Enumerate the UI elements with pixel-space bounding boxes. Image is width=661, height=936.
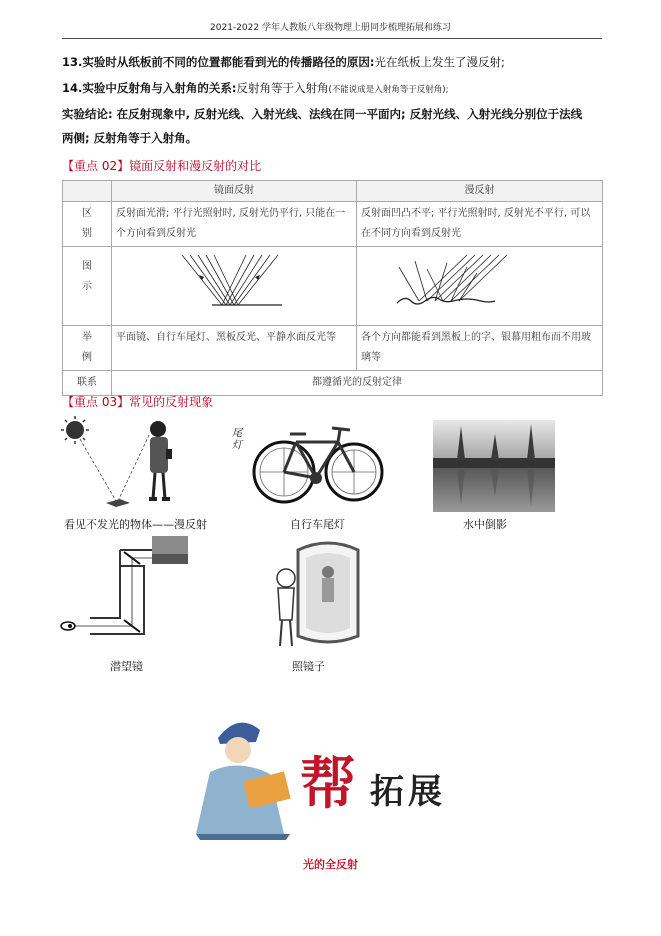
conclusion-line-2: 两侧; 反射角等于入射角。 bbox=[62, 131, 198, 145]
page-header: 2021-2022 学年人教版八年级物理上册同步梳理拓展和练习 bbox=[210, 23, 451, 33]
section-03-title: 【重点 03】常见的反射现象 bbox=[62, 395, 214, 409]
cell-diffuse-examples: 各个方向都能看到黑板上的字、银幕用粗布而不用玻璃等 bbox=[357, 326, 603, 371]
specular-reflection-diagram bbox=[112, 247, 356, 317]
section-02-title: 【重点 02】镜面反射和漫反射的对比 bbox=[62, 159, 262, 173]
diffuse-reflection-diagram bbox=[357, 247, 602, 317]
item-14 bbox=[62, 78, 607, 100]
diffuse-reflection-illustration bbox=[58, 415, 198, 515]
conclusion-line-1: 实验结论: 在反射现象中, 反射光线、入射光线、法线在同一平面内; 反射光线、入射光线分别位于法线 bbox=[62, 107, 583, 121]
extension-char-3: 展 bbox=[408, 772, 442, 812]
book-icon bbox=[106, 499, 130, 507]
table-corner bbox=[63, 181, 112, 202]
caption-water: 水中倒影 bbox=[463, 518, 507, 531]
extension-char-1: 帮 bbox=[300, 751, 356, 817]
item-13 bbox=[62, 52, 607, 72]
table-row-difference bbox=[63, 202, 603, 247]
table-header-specular: 镜面反射 bbox=[112, 181, 357, 202]
comparison-table bbox=[62, 180, 603, 396]
cell-specular-diagram bbox=[112, 247, 357, 326]
row-label-examples bbox=[63, 326, 112, 371]
person-figure bbox=[277, 569, 295, 646]
extension-char-2: 拓 bbox=[370, 772, 404, 812]
table-row-examples bbox=[63, 326, 603, 371]
caption-bicycle: 自行车尾灯 bbox=[290, 518, 345, 531]
eye-icon bbox=[61, 622, 75, 630]
table-header-diffuse: 漫反射 bbox=[357, 181, 603, 202]
cell-specular-difference: 反射面光滑; 平行光照射时, 反射光仍平行, 只能在一个方向看到反射光 bbox=[112, 202, 357, 247]
caption-mirror: 照镜子 bbox=[292, 660, 325, 673]
row-label-diagram bbox=[63, 247, 112, 326]
row-label-char: 图 bbox=[82, 261, 92, 272]
sun-icon bbox=[61, 416, 89, 444]
row-label-char: 区 bbox=[82, 208, 92, 219]
cell-specular-examples: 平面镜、自行车尾灯、黑板反光、平静水面反光等 bbox=[112, 326, 357, 371]
girl-figure bbox=[149, 421, 172, 501]
cell-diffuse-difference: 反射面凹凸不平; 平行光照射时, 反射光不平行, 可以在不同方向看到反射光 bbox=[357, 202, 603, 247]
header-divider bbox=[62, 38, 602, 39]
mirror-illustration bbox=[262, 540, 372, 652]
table-row-diagram bbox=[63, 247, 603, 326]
item-14-question: 14.实验中反射角与入射角的关系: bbox=[62, 81, 237, 95]
row-label-difference bbox=[63, 202, 112, 247]
water-reflection-photo bbox=[433, 420, 555, 512]
row-label-char: 举 bbox=[82, 332, 92, 343]
row-label-char: 别 bbox=[82, 228, 92, 239]
caption-periscope: 潜望镜 bbox=[110, 660, 143, 673]
cell-diffuse-diagram bbox=[357, 247, 603, 326]
total-reflection-title: 光的全反射 bbox=[303, 858, 358, 871]
item-14-note: (不能说成是入射角等于反射角); bbox=[328, 85, 449, 95]
tail-light-label: 尾灯 bbox=[232, 428, 242, 451]
scholar-reading-illustration bbox=[190, 712, 310, 842]
item-13-question: 13.实验时从纸板前不同的位置都能看到光的传播路径的原因: bbox=[62, 55, 375, 69]
item-14-answer: 反射角等于入射角 bbox=[236, 81, 329, 95]
row-label-char: 例 bbox=[82, 352, 92, 363]
caption-diffuse: 看见不发光的物体——漫反射 bbox=[64, 518, 207, 531]
cell-relation: 都遵循光的反射定律 bbox=[112, 371, 603, 396]
bicycle-illustration bbox=[226, 420, 386, 510]
row-label-relation: 联系 bbox=[63, 371, 112, 396]
table-header-row bbox=[63, 181, 603, 202]
item-13-answer: 光在纸板上发生了漫反射; bbox=[374, 55, 505, 69]
row-label-char: 示 bbox=[82, 281, 92, 292]
periscope-illustration bbox=[60, 536, 190, 651]
table-row-relation bbox=[63, 371, 603, 396]
